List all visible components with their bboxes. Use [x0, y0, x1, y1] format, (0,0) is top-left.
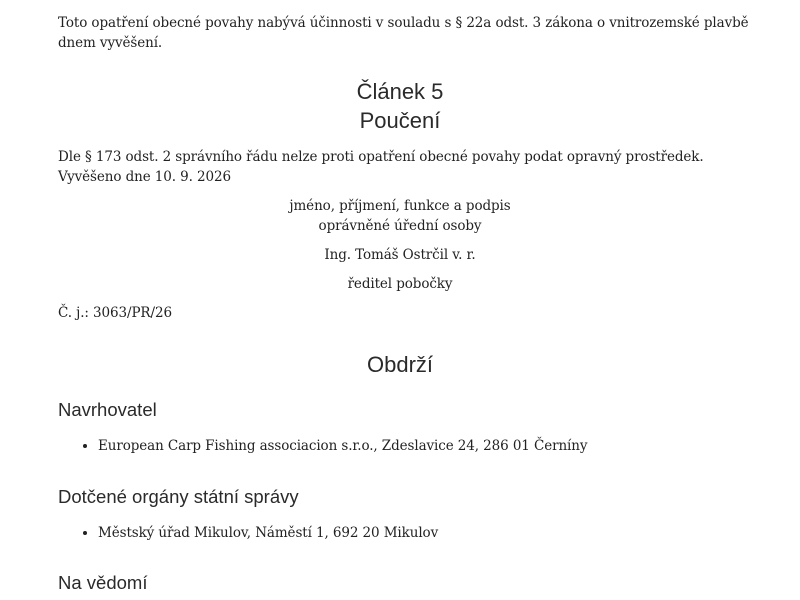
list-item: • European Carp Fishing associacion s.r.o., Zdeslavice 24, 286 01 Černíny [98, 436, 587, 456]
effect-paragraph: Toto opatření obecné povahy nabývá účinnosti v souladu s § 22a odst. 3 zákona o vnitrozemské plavbě dnem vyvěšení. [58, 15, 749, 51]
article-heading [0, 77, 800, 135]
instruction-text: Dle § 173 odst. 2 správního řádu nelze proti opatření obecné povahy podat opravný prostředek. [58, 149, 704, 165]
posted-date-line: Vyvěšeno dne 10. 9. 2026 [58, 169, 231, 185]
applicant-heading: Navrhovatel [58, 399, 157, 420]
article-title: Poučení [359, 108, 441, 133]
instruction-paragraph [58, 147, 758, 187]
signatory-name: Ing. Tomáš Ostrčil v. r. [324, 247, 476, 263]
for-information-heading: Na vědomí [58, 572, 148, 593]
authorities-heading: Dotčené orgány státní správy [58, 486, 299, 507]
signature-label-line1: jméno, příjmení, funkce a podpis [289, 198, 511, 214]
signatory-role: ředitel pobočky [347, 276, 453, 292]
authorities-list [80, 523, 438, 543]
article-number: Článek 5 [356, 79, 444, 104]
reference-number: Č. j.: 3063/PR/26 [58, 305, 172, 321]
recipients-heading: Obdrží [366, 352, 434, 377]
applicant-list [80, 436, 587, 456]
signature-label-line2: oprávněné úřední osoby [318, 218, 482, 234]
list-item: • Městský úřad Mikulov, Náměstí 1, 692 20 Mikulov [98, 523, 438, 543]
signature-label [0, 196, 800, 236]
